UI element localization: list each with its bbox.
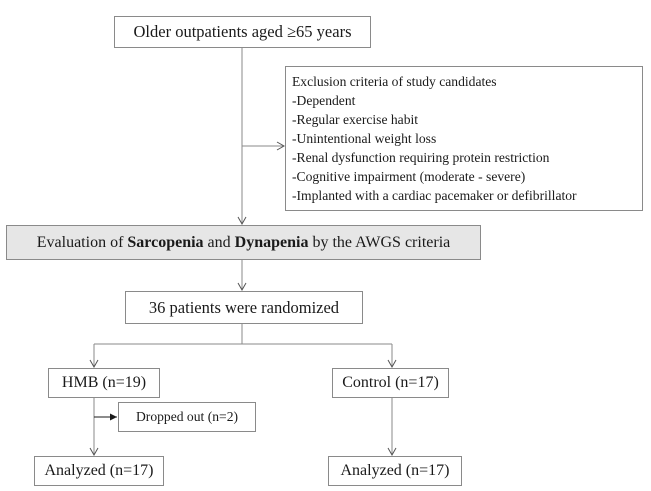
hmb-group-box [48,368,160,398]
exclusion-item: -Implanted with a cardiac pacemaker or defibrillator [292,188,577,203]
analyzed-hmb-label: Analyzed (n=17) [44,462,154,479]
exclusion-title: Exclusion criteria of study candidates [292,74,497,89]
dropped-label: Dropped out (n=2) [135,409,239,424]
exclusion-item: -Dependent [292,93,356,108]
exclusion-item: -Renal dysfunction requiring protein restriction [292,150,550,165]
control-group-box [332,368,449,398]
sarcopenia-term: Sarcopenia [127,233,204,251]
start-box [114,16,371,48]
start-label: Older outpatients aged ≥65 years [133,22,352,41]
evaluation-text: Evaluation of Sarcopenia and Dynapenia by the AWGS criteria [36,233,451,251]
dropped-out-box [118,402,256,432]
control-label: Control (n=17) [342,374,439,391]
exclusion-criteria-box [285,66,643,211]
analyzed-hmb-box [34,456,164,486]
randomized-label: 36 patients were randomized [148,297,340,317]
exclusion-item: -Unintentional weight loss [292,131,437,146]
analyzed-control-label: Analyzed (n=17) [340,462,450,479]
dynapenia-term: Dynapenia [234,233,309,251]
randomized-box [125,291,363,324]
hmb-label: HMB (n=19) [61,374,147,391]
analyzed-control-box [328,456,462,486]
exclusion-item: -Cognitive impairment (moderate - severe) [292,169,526,184]
exclusion-item: -Regular exercise habit [292,112,419,127]
evaluation-box [6,225,481,260]
